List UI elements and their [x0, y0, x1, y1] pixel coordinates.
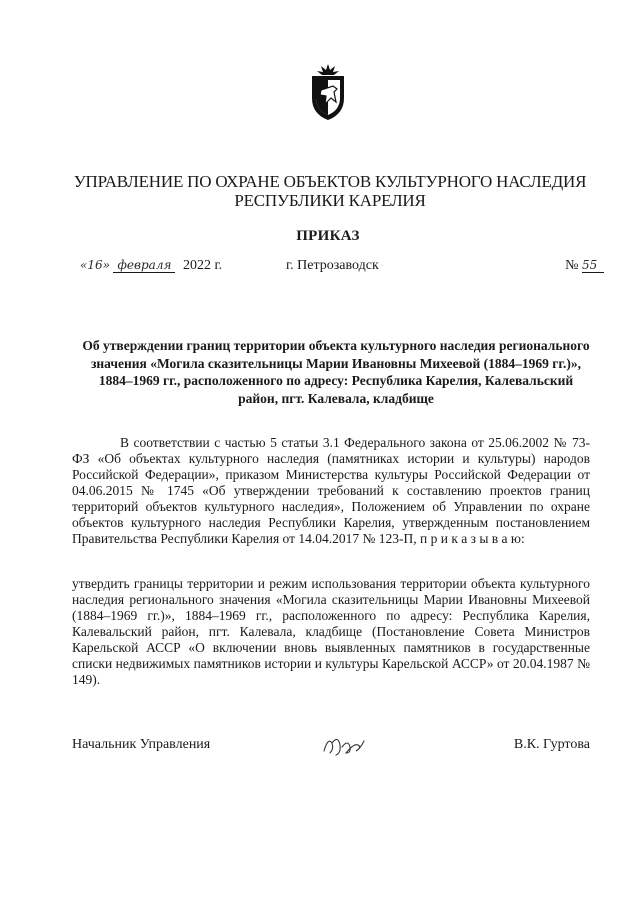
karelia-coat-of-arms-icon: [304, 62, 352, 122]
order-subject: Об утверждении границ территории объекта культурного наследия регионального значения «Могила сказительницы Марии Ивановны Михеевой (1884–1969 гг.)», 1884–1969 гг., расположенного по адресу: Республика Карелия, Калевальский район, пгт. Калевала, кладбище: [82, 338, 590, 406]
organization-title-line1: УПРАВЛЕНИЕ ПО ОХРАНЕ ОБЪЕКТОВ КУЛЬТУРНОГО НАСЛЕДИЯ: [73, 172, 587, 191]
handwritten-signature-icon: [320, 733, 368, 759]
date-day: «16»: [80, 258, 110, 272]
date-year: 2022 г.: [182, 258, 223, 273]
signatory-position: Начальник Управления: [72, 737, 211, 752]
number-value: 55: [582, 258, 604, 273]
decision-paragraph: утвердить границы территории и режим использования территории объекта культурного наследия регионального значения «Могила сказительницы Марии Ивановны Михеевой (1884–1969 гг.)», 1884–1969 гг., расположенного по адресу: Республика Карелия, Калевальский район, пгт. Калевала, кладбище (Постановление Совета Министров Карельской АССР «О включении вновь выявленных памятников в государственные списки недвижимых памятников истории и культуры Карельской АССР» от 20.04.1987 № 149).: [72, 576, 590, 687]
date-month: февраля: [113, 258, 175, 273]
signatory-name: В.К. Гуртова: [513, 737, 590, 752]
order-number: [565, 258, 604, 274]
preamble-paragraph: В соответствии с частью 5 статьи 3.1 Федерального закона от 25.06.2002 № 73-ФЗ «Об объектах культурного наследия (памятниках истории и культуры) народов Российской Федерации», приказом Министерства культуры Российской Федерации от 04.06.2015 № 1745 «Об утверждении требований к составлению проектов границ территорий объектов культурного наследия», Положением об Управлении по охране объектов культурного наследия Республики Карелия, утвержденным постановлением Правительства Республики Карелия от 14.04.2017 № 123-П, п р и к а з ы в а ю:: [72, 435, 590, 546]
order-city: г. Петрозаводск: [286, 258, 379, 273]
number-label: №: [565, 258, 579, 273]
order-meta-row: [80, 258, 604, 278]
organization-title: [60, 172, 600, 210]
signature-block: [72, 733, 590, 773]
organization-title-line2: РЕСПУБЛИКИ КАРЕЛИЯ: [234, 191, 426, 210]
order-date: [80, 258, 222, 274]
document-type-title: ПРИКАЗ: [296, 228, 360, 244]
